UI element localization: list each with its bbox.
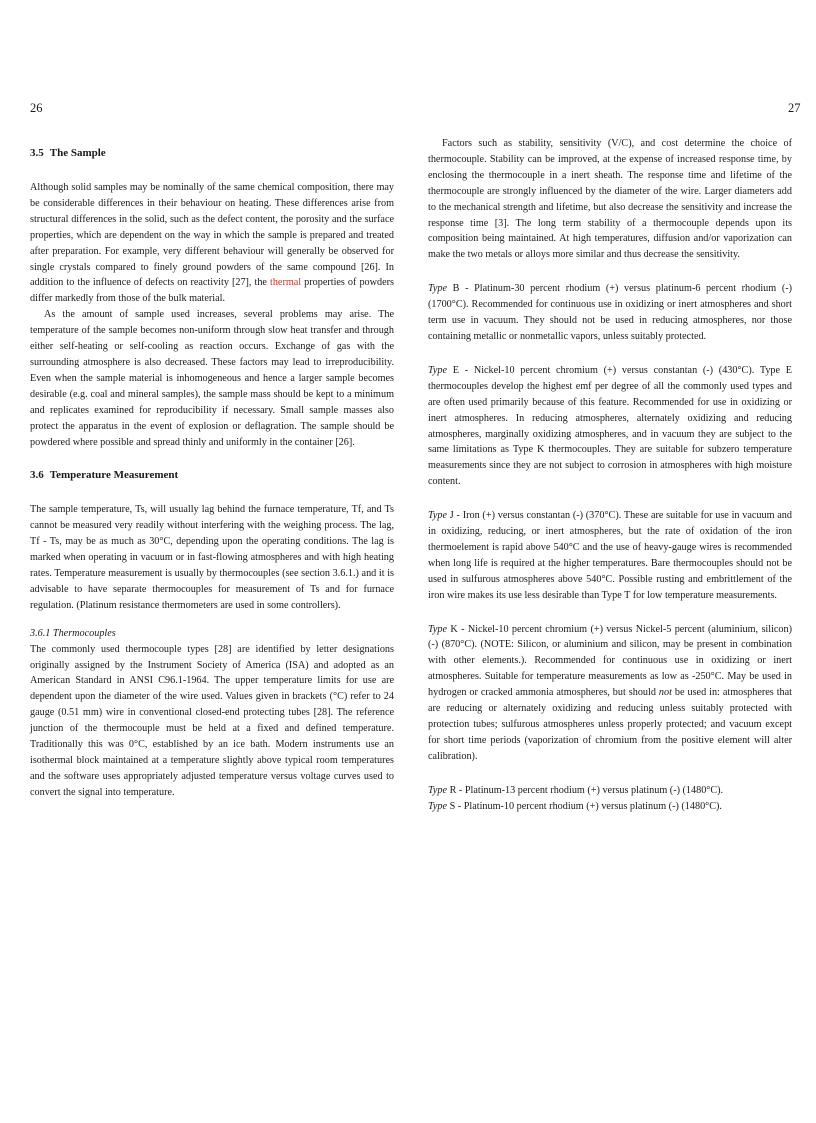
type-s-paragraph <box>428 799 792 815</box>
paragraph-text: R - Platinum-13 percent rhodium (+) versus platinum (-) (1480°C). <box>447 784 724 796</box>
emphasis-not: not <box>658 687 672 699</box>
type-j-paragraph <box>428 508 792 603</box>
paragraph-text: J - Iron (+) versus constantan (-) (370°C). These are suitable for use in vacuum and in oxidizing, reducing, or inert atmospheres, but the rate of oxidation of the iron thermoelement is rapid above 540°C and the use of heavy-gauge wires is recommended when long life is required at the higher temperatures. Bare thermocouples should not be used in sulfurous atmospheres above 540°C. Possible rusting and embrittlement of the iron wire makes its use less desirable than Type T for low temperature measurements. <box>428 510 792 601</box>
paragraph-text: properties of powders differ markedly from those of the bulk material. <box>30 277 394 305</box>
paragraph: Factors such as stability, sensitivity (V/C), and cost determine the choice of thermocouple. Stability can be improved, at the expense of increased response time, by enclosing the thermocouple in a inert sheath. The response time and lifetime of the thermocouple are strongly influenced by the diameter of the wire. Larger diameters add to the mechanical strength and lifetime, but also decrease the sensitivity and increase the response time [3]. The long term stability of a thermocouple depends upon its composition being maintained. At high temperatures, diffusion and/or vaporization can make the two metals or alloys more similar and thus decrease the sensitivity. <box>428 138 792 261</box>
section-3-5-heading <box>30 146 394 160</box>
paragraph-text: Although solid samples may be nominally of the same chemical composition, there may be considerable differences in their behaviour on heating. These differences arise from structural differences in the solid, such as the defect content, the porosity and the surface properties, which are dependent on the way in which the sample is prepared and treated after preparation. For example, very different behaviour will generally be observed for single crystals compared to finely ground powders of the same compound [26]. In addition to the influence of defects on reactivity [27], the <box>30 182 394 289</box>
type-label: Type <box>428 623 448 635</box>
subsection-heading: 3.6.1 Thermocouples <box>30 627 116 639</box>
type-e-paragraph <box>428 363 792 490</box>
section-3-6-heading <box>30 468 394 482</box>
paragraph: The commonly used thermocouple types [28] are identified by letter designations originally assigned by the Instrument Society of America (ISA) and adopted as an American Standard in ANSI C96.1-1964. The upper temperature limits for use are dependent upon the diameter of the wire used. Values given in brackets (°C) refer to 24 gauge (0.51 mm) wire in conventional closed-end protecting tubes [28]. The reference junction of the thermocouple must be held at a fixed and defined temperature. Traditionally this was 0°C, established by an ice bath. Modern instruments use an isothermal block maintained at a temperature slightly above typical room temperatures and the software uses appropriately adjusted temperature versus voltage curves used to convert the signal into temperature. <box>30 643 394 798</box>
left-column <box>30 136 394 801</box>
type-label: Type <box>428 510 448 522</box>
type-label: Type <box>428 364 448 376</box>
paragraph <box>30 180 394 307</box>
page-number-right: 27 <box>788 101 801 115</box>
type-b-paragraph <box>428 281 792 345</box>
section-title: The Sample <box>49 147 106 159</box>
page-number-left: 26 <box>30 101 43 115</box>
section-number: 3.6 <box>30 469 44 482</box>
paragraph: As the amount of sample used increases, several problems may arise. The temperature of the sample becomes non-uniform through slow heat transfer and through either self-heating or self-cooling as reaction occurs. Exchange of gas with the surrounding atmosphere is also decreased. These factors may lead to irreproducibility. Even when the sample material is inhomogeneous and hence a larger sample becomes desirable (e.g. coal and mineral samples), the sample mass should be kept to a minimum and replicates examined for reproducibility if necessary. Small sample masses also protect the apparatus in the event of explosion or deflagration. The sample should be powdered where possible and spread thinly and uniformly in the container [26]. <box>30 309 394 448</box>
paragraph-text: be used in: atmospheres that are reducing or alternately oxidizing and reducing unless suitably protected with protection tubes; sulfurous atmospheres unless properly protected; and vacuum except for short time periods (vaporization of chromium from the positive element will alter calibration). <box>428 687 792 762</box>
section-title: Temperature Measurement <box>49 469 179 482</box>
type-r-paragraph <box>428 783 792 799</box>
type-label: Type <box>428 283 448 295</box>
type-label: Type <box>428 800 448 812</box>
type-label: Type <box>428 784 448 796</box>
paragraph-text: B - Platinum-30 percent rhodium (+) versus platinum-6 percent rhodium (-) (1700°C). Recommended for continuous use in oxidizing or inert atmospheres and short term use in vacuum. They should not be used in reducing atmospheres, nor those containing metallic or nonmetallic vapors, unless suitably protected. <box>428 283 792 342</box>
paragraph-text: E - Nickel-10 percent chromium (+) versus constantan (-) (430°C). Type E thermocouples develop the highest emf per degree of all the commonly used types and are often used primarily because of this feature. Recommended for use in oxidizing or inert atmospheres. In reducing atmospheres, alternately oxidizing and reducing atmospheres, marginally oxidizing atmospheres, and in vacuum they are subject to the same limitations as Type K thermocouples. They are suitable for subzero temperature measurements since they are not subject to corrosion in atmospheres with high moisture content. <box>428 364 792 488</box>
type-k-paragraph <box>428 622 792 765</box>
paragraph: The sample temperature, Ts, will usually lag behind the furnace temperature, Tf, and Ts cannot be measured very readily without interfering with the weighing process. The lag, Tf - Ts, may be as much as 30°C, depending upon the operating conditions. The lag is marked when operating in vacuum or in fast-flowing atmospheres and with high heating rates. Temperature measurement is usually by thermocouples (see section 3.6.1.) and it is advisable to have separate thermocouples for measurement of Ts and for furnace regulation. (Platinum resistance thermometers are used in some controllers). <box>30 504 394 611</box>
right-column <box>428 136 792 815</box>
section-number: 3.5 <box>30 147 44 159</box>
highlighted-word: thermal <box>270 277 302 289</box>
paragraph-text: S - Platinum-10 percent rhodium (+) versus platinum (-) (1480°C). <box>447 800 722 812</box>
paragraph-text: K - Nickel-10 percent chromium (+) versus Nickel-5 percent (aluminium, silicon) (-) (870°C). (NOTE: Silicon, or aluminium and silicon, may be present in combination with other elements.). Recommended for continuous use in oxidizing or inert atmospheres. Suitable for temperature measurements as low as -250°C. May be used in hydrogen or cracked ammonia atmospheres, but should <box>428 623 792 699</box>
